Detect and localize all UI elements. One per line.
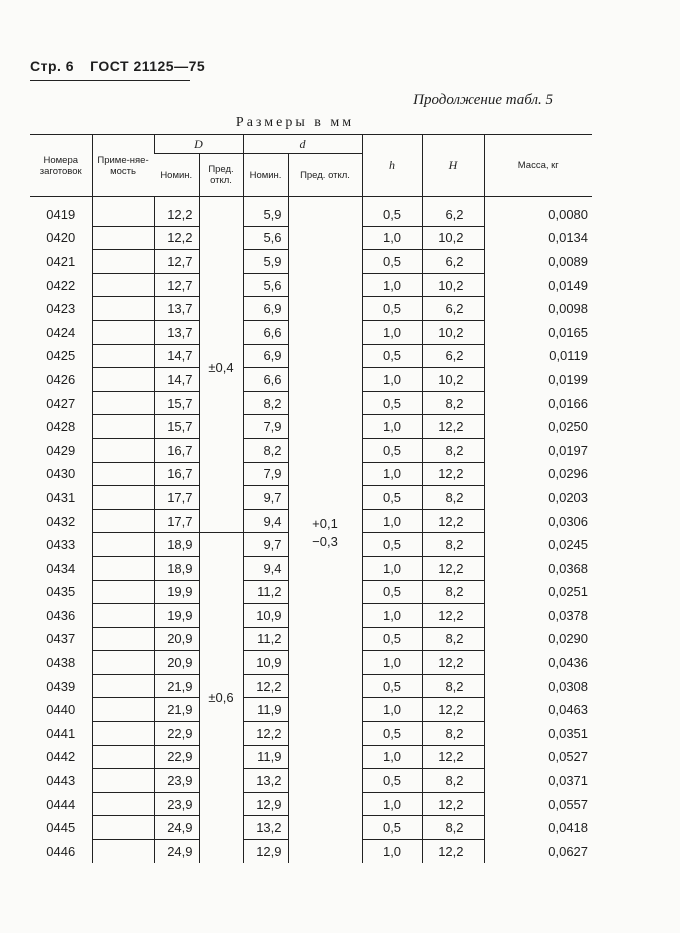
H-cell: 12,2 <box>422 698 484 722</box>
table-row <box>30 197 592 227</box>
nominal-D-cell: 15,7 <box>154 415 199 439</box>
nominal-D-cell: 24,9 <box>154 816 199 840</box>
standard-code: ГОСТ 21125—75 <box>90 58 206 74</box>
blank-number-cell: 0439 <box>46 678 76 694</box>
blank-number-cell: 0437 <box>46 631 76 647</box>
H-cell: 12,2 <box>422 840 484 863</box>
tolerance-d-cell <box>288 197 362 863</box>
blank-number-cell: 0427 <box>46 395 76 411</box>
mass-cell: 0,0557 <box>548 796 589 812</box>
application-cell <box>92 509 154 533</box>
nominal-d-cell: 13,2 <box>243 816 288 840</box>
h-cell: 1,0 <box>362 604 422 628</box>
nominal-d-cell: 5,6 <box>243 273 288 297</box>
table-body <box>30 197 592 863</box>
nominal-D-cell: 14,7 <box>154 368 199 392</box>
mass-cell: 0,0527 <box>548 749 589 765</box>
H-cell: 8,2 <box>422 391 484 415</box>
application-cell <box>92 604 154 628</box>
application-cell <box>92 226 154 250</box>
tolerance-d-upper: +0,1 <box>312 515 338 531</box>
H-cell: 10,2 <box>422 226 484 250</box>
H-cell: 10,2 <box>422 273 484 297</box>
nominal-D-cell: 20,9 <box>154 651 199 675</box>
h-cell: 0,5 <box>362 197 422 227</box>
h-cell: 1,0 <box>362 273 422 297</box>
mass-cell: 0,0250 <box>548 419 589 435</box>
mass-cell: 0,0149 <box>548 277 589 293</box>
page-header <box>30 58 205 74</box>
nominal-d-cell: 6,6 <box>243 320 288 344</box>
mass-cell: 0,0199 <box>548 371 589 387</box>
nominal-d-cell: 5,9 <box>243 197 288 227</box>
page-number: Стр. 6 <box>30 58 75 74</box>
header-rule <box>30 80 190 81</box>
col-blank-number: Номера заготовок <box>30 135 92 197</box>
mass-cell: 0,0245 <box>548 537 589 553</box>
nominal-D-cell: 14,7 <box>154 344 199 368</box>
nominal-d-cell: 7,9 <box>243 415 288 439</box>
h-cell: 1,0 <box>362 462 422 486</box>
H-cell: 8,2 <box>422 674 484 698</box>
nominal-D-cell: 23,9 <box>154 792 199 816</box>
H-cell: 8,2 <box>422 533 484 557</box>
col-h: h <box>362 135 422 197</box>
nominal-d-cell: 12,9 <box>243 840 288 863</box>
mass-cell: 0,0351 <box>548 725 589 741</box>
H-cell: 12,2 <box>422 556 484 580</box>
mass-cell: 0,0463 <box>548 702 589 718</box>
h-cell: 0,5 <box>362 533 422 557</box>
mass-cell: 0,0378 <box>548 607 589 623</box>
application-cell <box>92 273 154 297</box>
blank-number-cell: 0426 <box>46 371 76 387</box>
blank-number-cell: 0421 <box>46 253 76 269</box>
col-nominal-d: Номин. <box>243 154 288 197</box>
application-cell <box>92 627 154 651</box>
application-cell <box>92 698 154 722</box>
nominal-d-cell: 12,9 <box>243 792 288 816</box>
nominal-d-cell: 13,2 <box>243 769 288 793</box>
application-cell <box>92 556 154 580</box>
H-cell: 12,2 <box>422 415 484 439</box>
nominal-D-cell: 12,7 <box>154 273 199 297</box>
col-H: H <box>422 135 484 197</box>
H-cell: 8,2 <box>422 816 484 840</box>
nominal-D-cell: 17,7 <box>154 486 199 510</box>
nominal-d-cell: 7,9 <box>243 462 288 486</box>
mass-cell: 0,0197 <box>548 442 589 458</box>
blank-number-cell: 0442 <box>46 749 76 765</box>
h-cell: 0,5 <box>362 627 422 651</box>
H-cell: 10,2 <box>422 320 484 344</box>
nominal-D-cell: 24,9 <box>154 840 199 863</box>
blank-number-cell: 0424 <box>46 324 76 340</box>
application-cell <box>92 651 154 675</box>
h-cell: 1,0 <box>362 320 422 344</box>
blank-number-cell: 0431 <box>46 489 76 505</box>
nominal-D-cell: 12,2 <box>154 226 199 250</box>
H-cell: 8,2 <box>422 438 484 462</box>
application-cell <box>92 250 154 274</box>
nominal-d-cell: 6,6 <box>243 368 288 392</box>
nominal-d-cell: 11,9 <box>243 745 288 769</box>
h-cell: 0,5 <box>362 769 422 793</box>
nominal-d-cell: 11,2 <box>243 580 288 604</box>
continuation-note: Продолжение табл. 5 <box>413 92 553 108</box>
nominal-d-cell: 12,2 <box>243 722 288 746</box>
application-cell <box>92 415 154 439</box>
dimensions-table <box>30 134 592 863</box>
col-nominal-D: Номин. <box>154 154 199 197</box>
application-cell <box>92 580 154 604</box>
nominal-d-cell: 6,9 <box>243 344 288 368</box>
blank-number-cell: 0429 <box>46 442 76 458</box>
blank-number-cell: 0430 <box>46 466 76 482</box>
mass-cell: 0,0098 <box>548 301 589 317</box>
nominal-D-cell: 22,9 <box>154 745 199 769</box>
blank-number-cell: 0432 <box>46 513 76 529</box>
application-cell <box>92 297 154 321</box>
nominal-d-cell: 9,7 <box>243 486 288 510</box>
application-cell <box>92 816 154 840</box>
col-tolerance-D: Пред. откл. <box>199 154 243 197</box>
H-cell: 12,2 <box>422 509 484 533</box>
mass-cell: 0,0371 <box>548 773 589 789</box>
col-group-D: D <box>154 135 243 154</box>
h-cell: 0,5 <box>362 297 422 321</box>
application-cell <box>92 438 154 462</box>
nominal-D-cell: 20,9 <box>154 627 199 651</box>
mass-cell: 0,0368 <box>548 560 589 576</box>
units-caption: Размеры в мм <box>235 115 355 130</box>
nominal-d-cell: 5,9 <box>243 250 288 274</box>
nominal-D-cell: 16,7 <box>154 462 199 486</box>
mass-cell: 0,0134 <box>548 230 589 246</box>
nominal-D-cell: 12,2 <box>154 197 199 227</box>
application-cell <box>92 792 154 816</box>
h-cell: 1,0 <box>362 556 422 580</box>
nominal-d-cell: 8,2 <box>243 438 288 462</box>
mass-cell: 0,0165 <box>548 324 589 340</box>
H-cell: 8,2 <box>422 722 484 746</box>
mass-cell: 0,0290 <box>548 631 589 647</box>
col-tolerance-d: Пред. откл. <box>288 154 362 197</box>
nominal-d-cell: 9,7 <box>243 533 288 557</box>
h-cell: 1,0 <box>362 745 422 769</box>
nominal-d-cell: 5,6 <box>243 226 288 250</box>
h-cell: 0,5 <box>362 250 422 274</box>
blank-number-cell: 0428 <box>46 419 76 435</box>
h-cell: 1,0 <box>362 651 422 675</box>
blank-number-cell: 0420 <box>46 230 76 246</box>
application-cell <box>92 344 154 368</box>
mass-cell: 0,0436 <box>548 655 589 671</box>
col-group-d: d <box>243 135 362 154</box>
application-cell <box>92 769 154 793</box>
mass-cell: 0,0627 <box>548 843 589 859</box>
blank-number-cell: 0425 <box>46 348 76 364</box>
mass-cell: 0,0306 <box>548 513 589 529</box>
H-cell: 6,2 <box>422 297 484 321</box>
H-cell: 8,2 <box>422 486 484 510</box>
h-cell: 0,5 <box>362 391 422 415</box>
mass-cell: 0,0119 <box>549 348 589 364</box>
H-cell: 12,2 <box>422 462 484 486</box>
col-mass: Масса, кг <box>484 135 592 197</box>
application-cell <box>92 197 154 227</box>
H-cell: 12,2 <box>422 792 484 816</box>
nominal-D-cell: 13,7 <box>154 320 199 344</box>
H-cell: 10,2 <box>422 368 484 392</box>
tolerance-D-lower: ±0,6 <box>208 689 234 705</box>
blank-number-cell: 0433 <box>46 537 76 553</box>
blank-number-cell: 0445 <box>46 820 76 836</box>
nominal-d-cell: 9,4 <box>243 556 288 580</box>
blank-number-cell: 0440 <box>46 702 76 718</box>
mass-cell: 0,0308 <box>548 678 589 694</box>
blank-number-cell: 0438 <box>46 655 76 671</box>
blank-number-cell: 0444 <box>46 796 76 812</box>
h-cell: 0,5 <box>362 816 422 840</box>
blank-number-cell: 0419 <box>46 207 76 223</box>
blank-number-cell: 0436 <box>46 607 76 623</box>
H-cell: 12,2 <box>422 604 484 628</box>
mass-cell: 0,0296 <box>548 466 589 482</box>
nominal-D-cell: 21,9 <box>154 698 199 722</box>
blank-number-cell: 0435 <box>46 584 76 600</box>
tolerance-d-lower: −0,3 <box>312 533 338 549</box>
H-cell: 12,2 <box>422 651 484 675</box>
blank-number-cell: 0446 <box>46 843 76 859</box>
h-cell: 1,0 <box>362 368 422 392</box>
h-cell: 0,5 <box>362 722 422 746</box>
H-cell: 12,2 <box>422 745 484 769</box>
mass-cell: 0,0251 <box>548 584 589 600</box>
nominal-d-cell: 8,2 <box>243 391 288 415</box>
nominal-D-cell: 23,9 <box>154 769 199 793</box>
nominal-D-cell: 21,9 <box>154 674 199 698</box>
H-cell: 8,2 <box>422 627 484 651</box>
h-cell: 1,0 <box>362 226 422 250</box>
application-cell <box>92 840 154 863</box>
h-cell: 1,0 <box>362 840 422 863</box>
nominal-d-cell: 6,9 <box>243 297 288 321</box>
nominal-D-cell: 18,9 <box>154 556 199 580</box>
h-cell: 1,0 <box>362 415 422 439</box>
nominal-d-cell: 10,9 <box>243 651 288 675</box>
h-cell: 1,0 <box>362 698 422 722</box>
nominal-D-cell: 12,7 <box>154 250 199 274</box>
mass-cell: 0,0080 <box>548 207 589 223</box>
nominal-d-cell: 11,9 <box>243 698 288 722</box>
H-cell: 6,2 <box>422 197 484 227</box>
mass-cell: 0,0089 <box>548 253 589 269</box>
blank-number-cell: 0423 <box>46 301 76 317</box>
mass-cell: 0,0166 <box>548 395 589 411</box>
H-cell: 6,2 <box>422 344 484 368</box>
h-cell: 0,5 <box>362 344 422 368</box>
nominal-D-cell: 15,7 <box>154 391 199 415</box>
h-cell: 1,0 <box>362 509 422 533</box>
nominal-d-cell: 11,2 <box>243 627 288 651</box>
application-cell <box>92 391 154 415</box>
application-cell <box>92 533 154 557</box>
mass-cell: 0,0203 <box>548 489 589 505</box>
H-cell: 6,2 <box>422 250 484 274</box>
nominal-D-cell: 18,9 <box>154 533 199 557</box>
h-cell: 0,5 <box>362 486 422 510</box>
nominal-d-cell: 12,2 <box>243 674 288 698</box>
blank-number-cell: 0434 <box>46 560 76 576</box>
mass-cell: 0,0418 <box>548 820 589 836</box>
H-cell: 8,2 <box>422 769 484 793</box>
h-cell: 1,0 <box>362 792 422 816</box>
H-cell: 8,2 <box>422 580 484 604</box>
tolerance-D-upper: ±0,4 <box>208 359 234 375</box>
blank-number-cell: 0441 <box>46 725 76 741</box>
nominal-D-cell: 13,7 <box>154 297 199 321</box>
nominal-d-cell: 10,9 <box>243 604 288 628</box>
blank-number-cell: 0422 <box>46 277 76 293</box>
nominal-D-cell: 16,7 <box>154 438 199 462</box>
nominal-D-cell: 22,9 <box>154 722 199 746</box>
nominal-D-cell: 19,9 <box>154 604 199 628</box>
blank-number-cell: 0443 <box>46 773 76 789</box>
application-cell <box>92 320 154 344</box>
tolerance-D-lower-cell <box>199 533 243 863</box>
h-cell: 0,5 <box>362 580 422 604</box>
h-cell: 0,5 <box>362 438 422 462</box>
nominal-D-cell: 17,7 <box>154 509 199 533</box>
application-cell <box>92 486 154 510</box>
nominal-d-cell: 9,4 <box>243 509 288 533</box>
application-cell <box>92 462 154 486</box>
tolerance-D-upper-cell <box>199 197 243 533</box>
application-cell <box>92 674 154 698</box>
application-cell <box>92 368 154 392</box>
application-cell <box>92 745 154 769</box>
col-application: Приме-няе-мость <box>92 135 154 197</box>
h-cell: 0,5 <box>362 674 422 698</box>
nominal-D-cell: 19,9 <box>154 580 199 604</box>
application-cell <box>92 722 154 746</box>
